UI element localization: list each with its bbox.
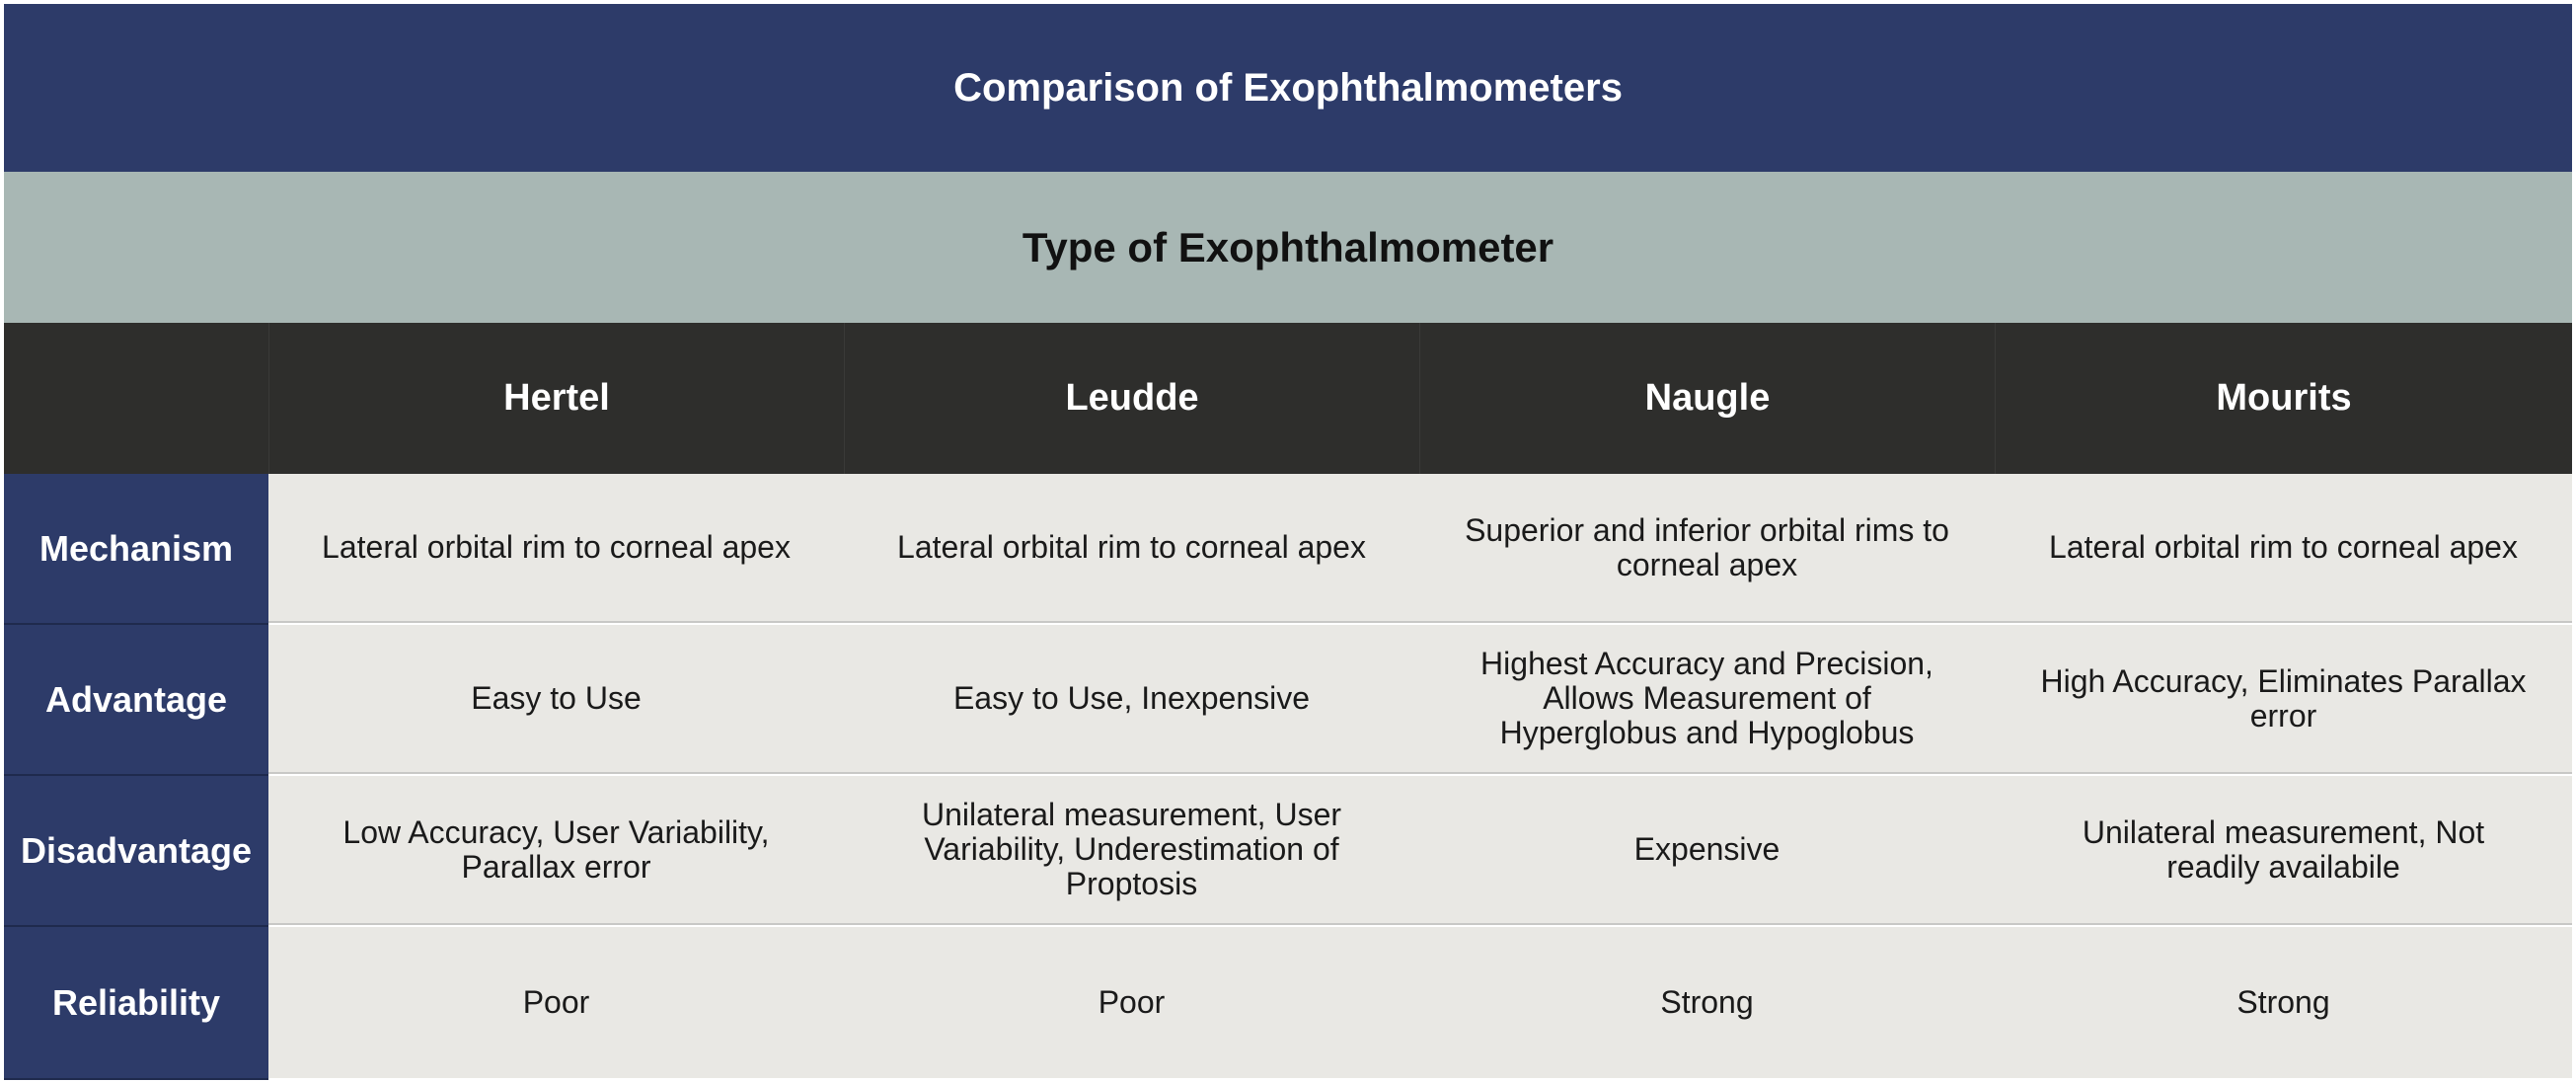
table-row-reliability	[4, 927, 2572, 1080]
table-cell: Unilateral measurement, Not readily availabile	[1995, 776, 2572, 925]
table-cell: High Accuracy, Eliminates Parallax error	[1995, 625, 2572, 774]
table-cell: Low Accuracy, User Variability, Parallax error	[268, 776, 844, 925]
table-cell: Easy to Use, Inexpensive	[844, 625, 1419, 774]
table-row-disadvantage	[4, 776, 2572, 927]
row-label: Disadvantage	[4, 776, 268, 927]
table-cell: Expensive	[1419, 776, 1995, 925]
column-header-naugle: Naugle	[1419, 323, 1995, 474]
table-subtitle: Type of Exophthalmometer	[4, 172, 2572, 323]
table-cell: Strong	[1419, 927, 1995, 1078]
table-cell: Strong	[1995, 927, 2572, 1078]
row-label: Mechanism	[4, 474, 268, 625]
column-header-empty	[4, 323, 268, 474]
table-body	[4, 474, 2572, 1080]
table-row-mechanism	[4, 474, 2572, 625]
column-header-hertel: Hertel	[268, 323, 844, 474]
table-title: Comparison of Exophthalmometers	[4, 4, 2572, 172]
column-header-row	[4, 323, 2572, 474]
table-cell: Lateral orbital rim to corneal apex	[1995, 474, 2572, 623]
table-cell: Superior and inferior orbital rims to corneal apex	[1419, 474, 1995, 623]
table-cell: Unilateral measurement, User Variability, Underestimation of Proptosis	[844, 776, 1419, 925]
column-header-mourits: Mourits	[1995, 323, 2572, 474]
comparison-table	[4, 4, 2572, 1078]
table-cell: Poor	[268, 927, 844, 1078]
table-cell: Easy to Use	[268, 625, 844, 774]
table-cell: Poor	[844, 927, 1419, 1078]
table-cell: Lateral orbital rim to corneal apex	[268, 474, 844, 623]
table-cell: Lateral orbital rim to corneal apex	[844, 474, 1419, 623]
row-label: Reliability	[4, 927, 268, 1080]
table-cell: Highest Accuracy and Precision, Allows Measurement of Hyperglobus and Hypoglobus	[1419, 625, 1995, 774]
row-label: Advantage	[4, 625, 268, 776]
column-header-leudde: Leudde	[844, 323, 1419, 474]
table-row-advantage	[4, 625, 2572, 776]
